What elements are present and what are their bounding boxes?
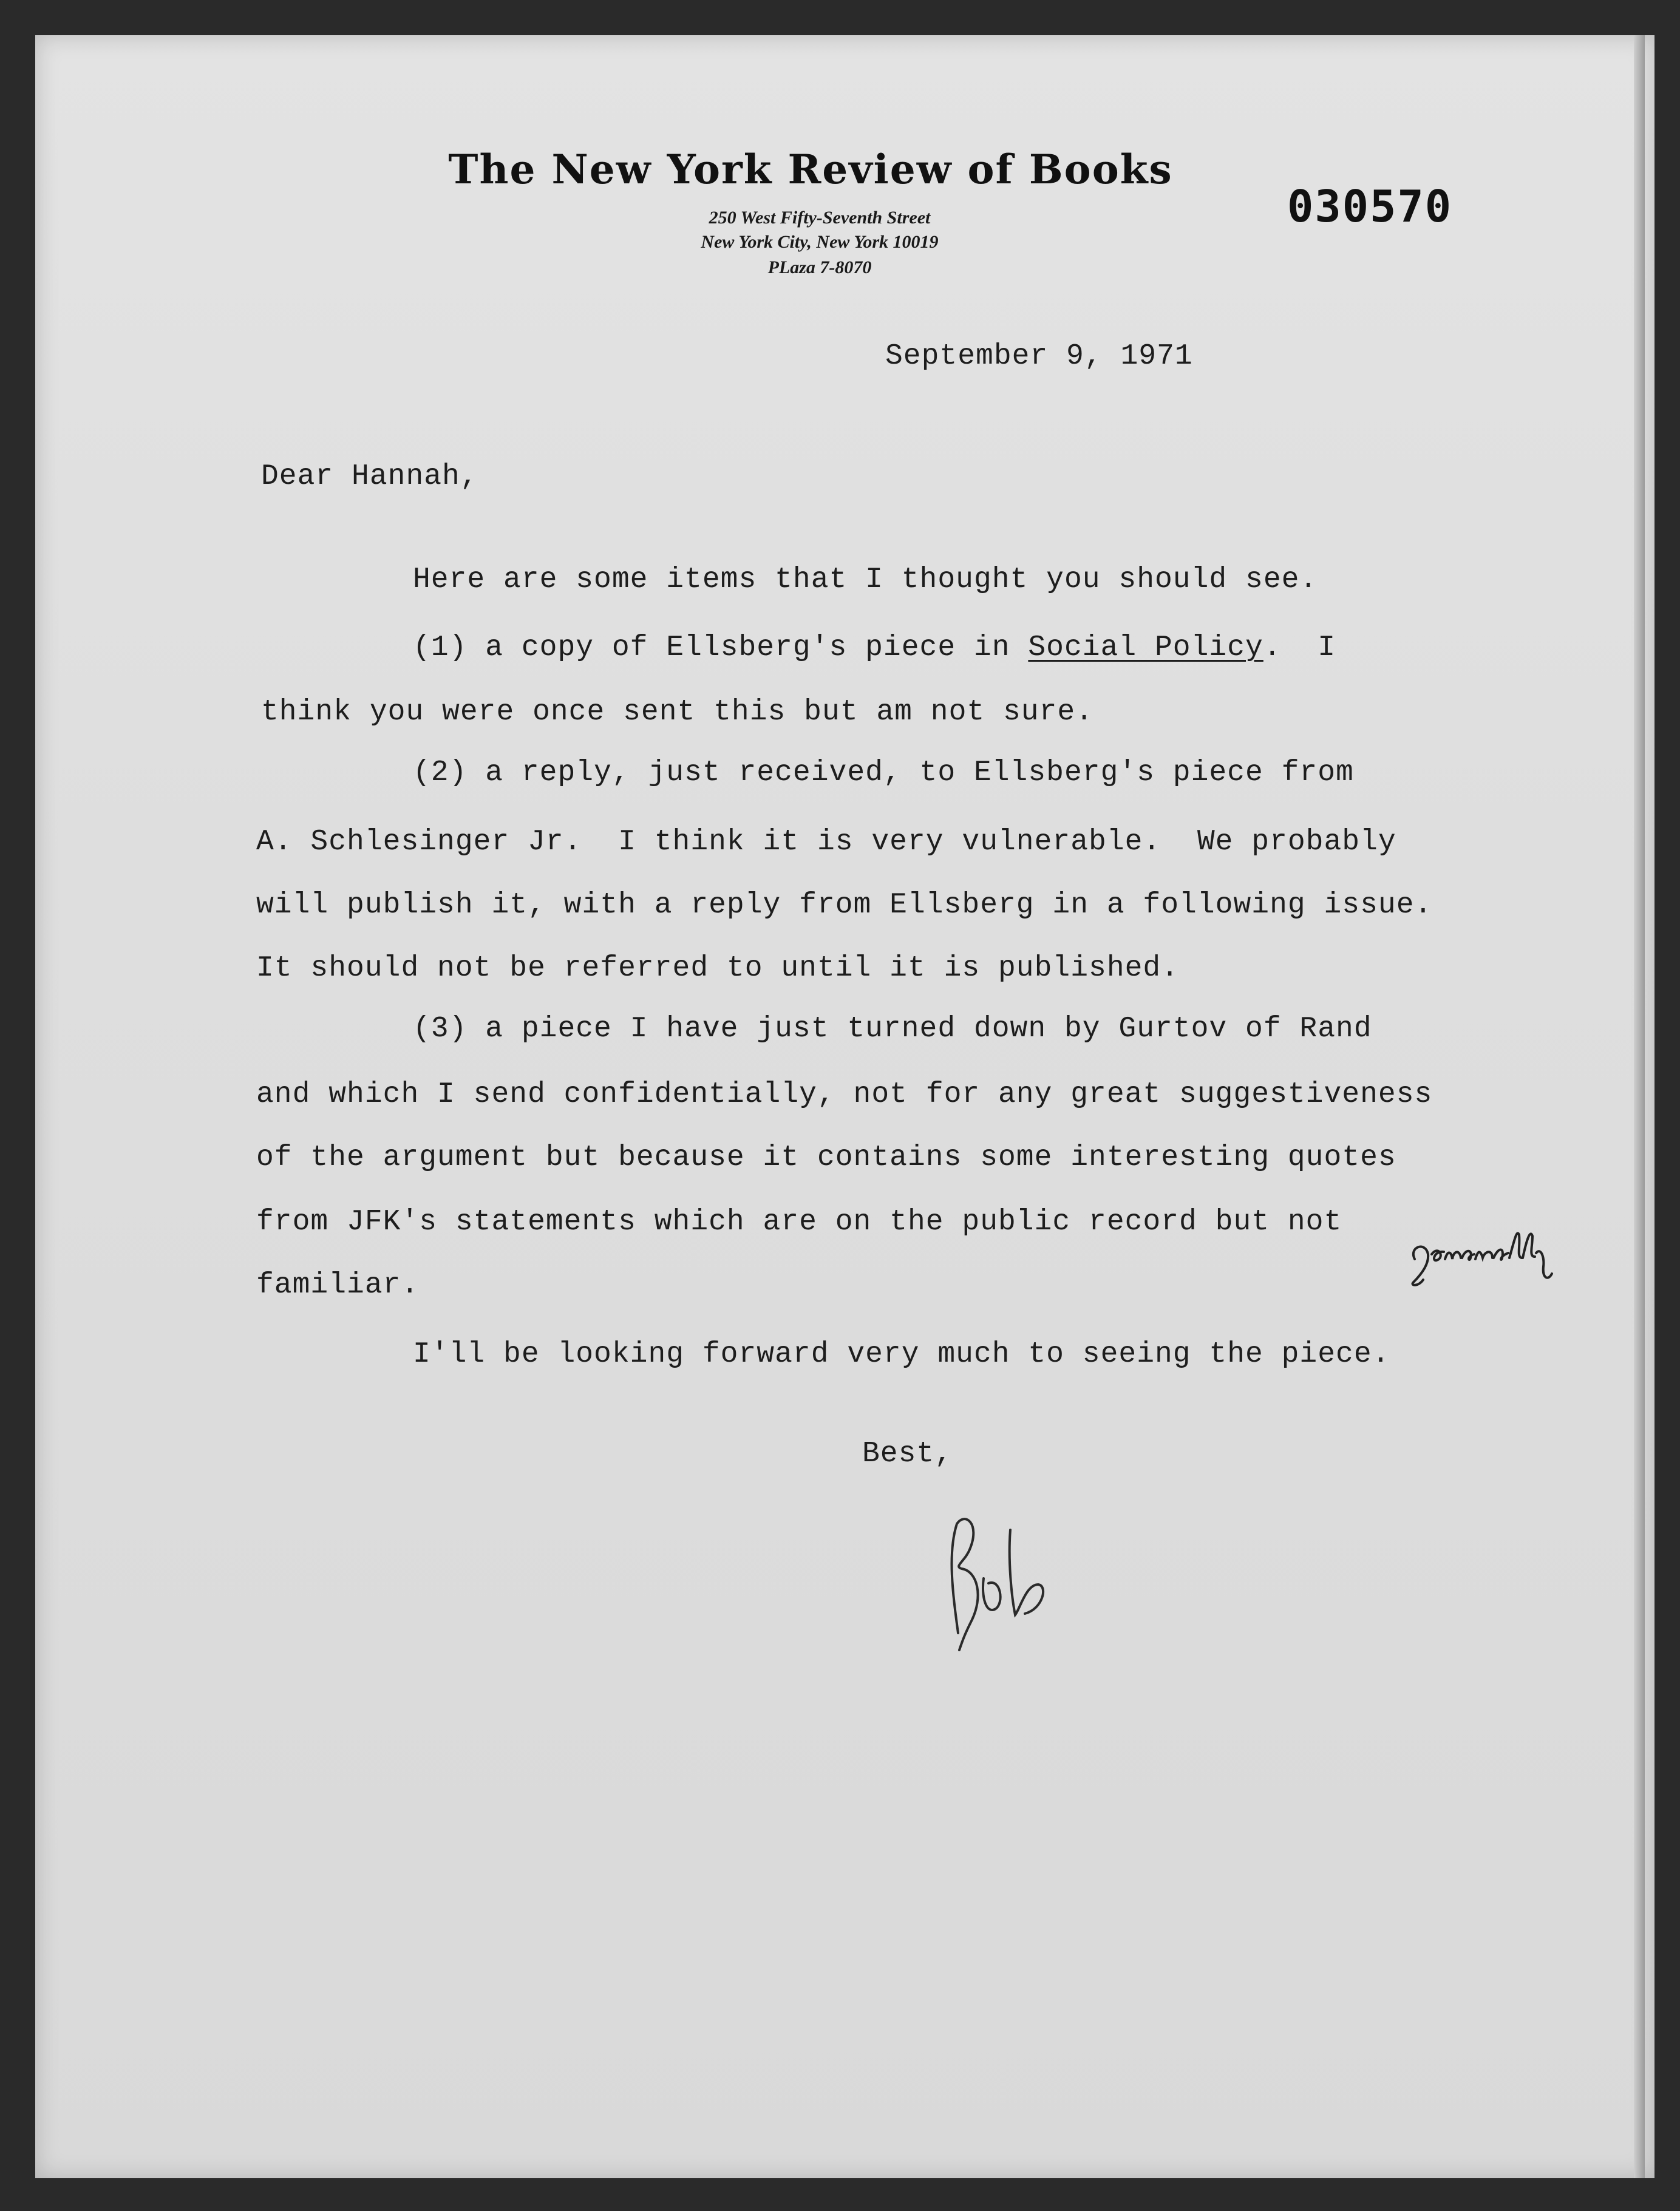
signature xyxy=(935,1506,1069,1663)
item1-suffix: . I xyxy=(1263,631,1336,664)
address-city: New York City, New York 10019 xyxy=(701,232,939,252)
paragraph-intro: Here are some items that I thought you should see. xyxy=(413,563,1318,596)
paragraph-item1-line2: think you were once sent this but am not sure. xyxy=(261,696,1094,729)
paragraph-item2-line4: It should not be referred to until it is published. xyxy=(256,952,1180,985)
paragraph-closing: I'll be looking forward very much to seeing the piece. xyxy=(413,1338,1390,1371)
paragraph-item3-line1: (3) a piece I have just turned down by Gurtov of Rand xyxy=(413,1013,1372,1045)
paragraph-item1-line1 xyxy=(413,631,1336,664)
paragraph-item2-line2: A. Schlesinger Jr. I think it is very vulnerable. We probably xyxy=(256,826,1396,858)
masthead: The New York Review of Books xyxy=(448,146,1173,193)
paragraph-item2-line3: will publish it, with a reply from Ellsberg in a following issue. xyxy=(256,889,1433,922)
closing: Best, xyxy=(862,1438,953,1470)
paragraph-item2-line1: (2) a reply, just received, to Ellsberg's piece from xyxy=(413,756,1354,789)
document-number: 030570 xyxy=(1287,181,1453,232)
publication-title: Social Policy xyxy=(1028,631,1263,664)
handwritten-insertion xyxy=(1407,1223,1565,1289)
paragraph-item3-line4: from JFK's statements which are on the public record but not xyxy=(256,1206,1342,1238)
paragraph-item3-line2: and which I send confidentially, not for any great suggestiveness xyxy=(256,1078,1433,1111)
paper-edge xyxy=(1634,35,1645,2178)
paragraph-item3-line3: of the argument but because it contains some interesting quotes xyxy=(256,1141,1396,1174)
address-street: 250 West Fifty-Seventh Street xyxy=(709,208,931,228)
salutation: Dear Hannah, xyxy=(261,460,478,493)
address-phone: PLaza 7-8070 xyxy=(767,257,872,277)
letter-date: September 9, 1971 xyxy=(885,340,1193,373)
paragraph-item3-line5: familiar. xyxy=(256,1269,420,1302)
item1-prefix: (1) a copy of Ellsberg's piece in xyxy=(413,631,1029,664)
